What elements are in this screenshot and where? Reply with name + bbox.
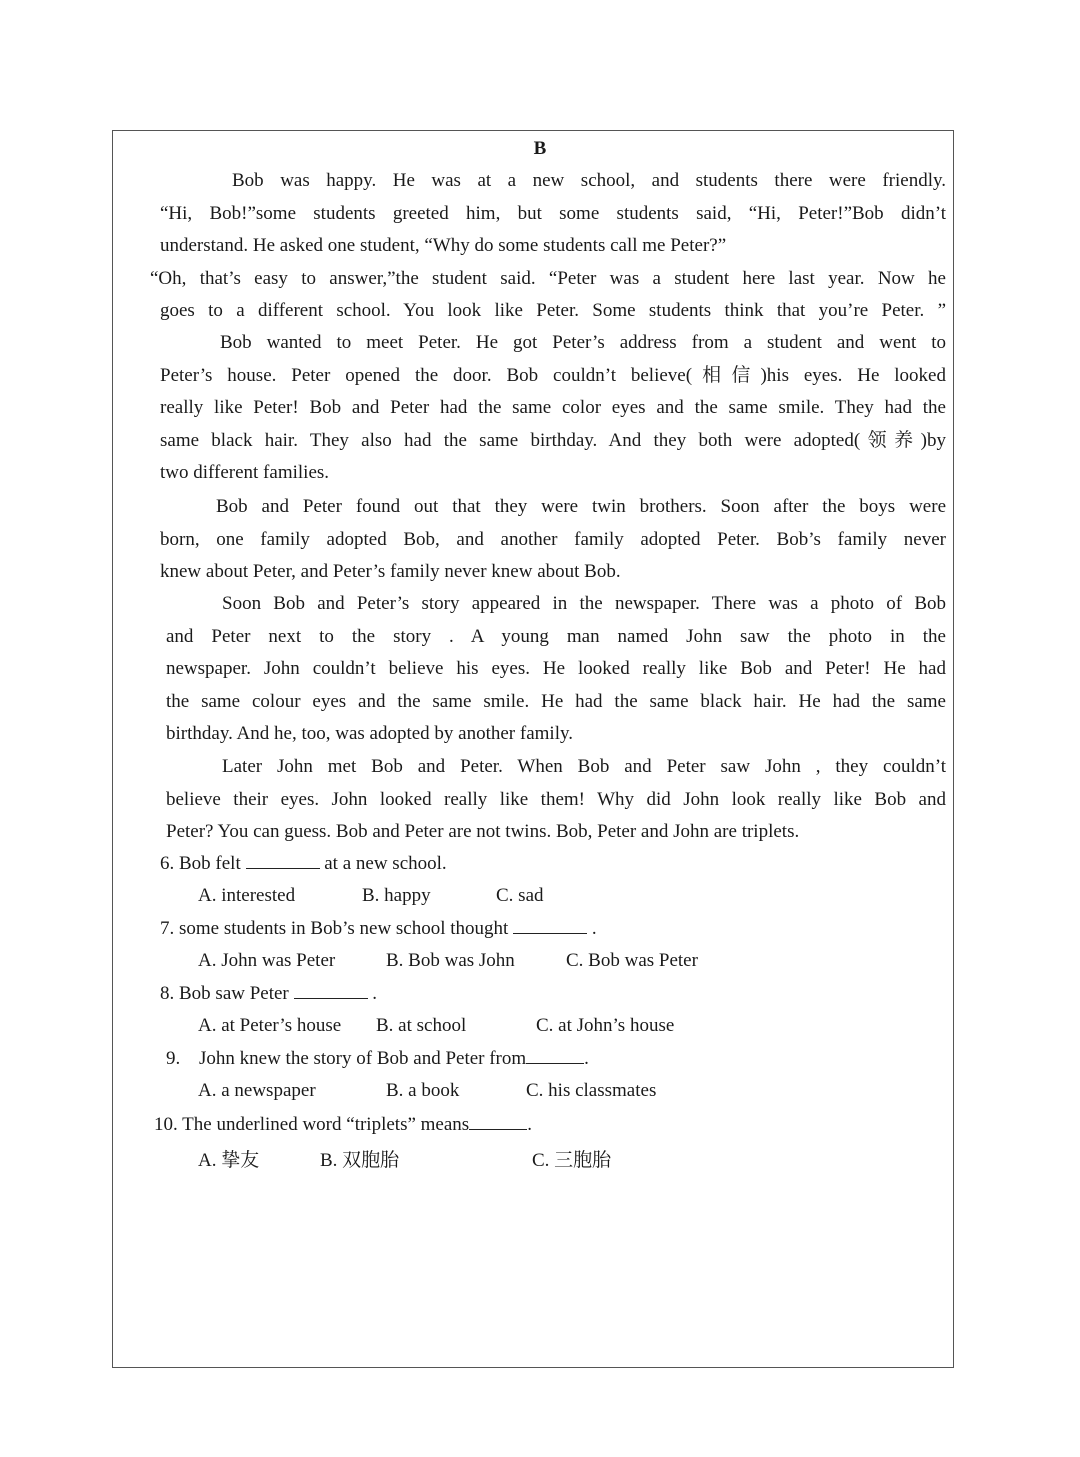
passage-line: really like Peter! Bob and Peter had the same color eyes and the same smile. They had the bbox=[160, 397, 946, 419]
question-7 bbox=[160, 917, 597, 940]
option-b[interactable]: B. at school bbox=[376, 1015, 467, 1036]
passage-line: two different families. bbox=[160, 462, 330, 484]
passage-line: understand. He asked one student, “Why do some students call me Peter?” bbox=[160, 235, 727, 257]
answer-blank[interactable] bbox=[513, 917, 587, 934]
paragraph-1 bbox=[150, 165, 946, 328]
question-stem: The underlined word “triplets” means bbox=[182, 1114, 470, 1135]
passage-line: “Oh, that’s easy to answer,”the student said. “Peter was a student here last year. Now he bbox=[150, 267, 946, 289]
passage-line: Bob and Peter found out that they were twin brothers. Soon after the boys were bbox=[216, 496, 946, 517]
question-9 bbox=[166, 1047, 589, 1070]
option-c[interactable]: C. at John’s house bbox=[536, 1015, 675, 1036]
answer-blank[interactable] bbox=[294, 982, 368, 999]
option-c[interactable]: C. his classmates bbox=[526, 1080, 657, 1101]
passage-line: Soon Bob and Peter’s story appeared in the newspaper. There was a photo of Bob bbox=[222, 593, 946, 614]
option-c[interactable]: C. 三胞胎 bbox=[532, 1150, 612, 1171]
passage-line: and Peter next to the story . A young man named John saw the photo in the bbox=[166, 625, 946, 647]
answer-blank[interactable] bbox=[526, 1047, 584, 1064]
paragraph-2 bbox=[160, 327, 946, 490]
question-stem: Bob saw Peter bbox=[179, 983, 289, 1004]
section-title: B bbox=[533, 138, 547, 159]
passage-line: Bob was happy. He was at a new school, and students there were friendly. bbox=[232, 170, 946, 191]
option-a[interactable]: A. 挚友 bbox=[198, 1150, 260, 1171]
question-number: 7. bbox=[160, 918, 175, 939]
passage-line: Peter? You can guess. Bob and Peter are not twins. Bob, Peter and John are triplets. bbox=[166, 821, 800, 843]
answer-blank[interactable] bbox=[246, 852, 320, 869]
question-stem-end: at a new school. bbox=[324, 853, 447, 874]
option-b[interactable]: B. Bob was John bbox=[386, 950, 515, 971]
question-stem-end: . bbox=[372, 983, 378, 1004]
question-8 bbox=[160, 982, 377, 1005]
passage-line: believe their eyes. John looked really like them! Why did John look really like Bob and bbox=[166, 788, 946, 810]
passage-line: knew about Peter, and Peter’s family never knew about Bob. bbox=[160, 561, 621, 583]
option-c[interactable]: C. Bob was Peter bbox=[566, 950, 698, 971]
question-number: 10. bbox=[154, 1114, 178, 1135]
option-b[interactable]: B. 双胞胎 bbox=[320, 1150, 400, 1171]
option-a[interactable]: A. a newspaper bbox=[198, 1080, 316, 1101]
question-stem-end: . bbox=[527, 1114, 532, 1135]
passage-line: birthday. And he, too, was adopted by another family. bbox=[166, 723, 573, 745]
paragraph-5 bbox=[166, 751, 946, 849]
question-stem: John knew the story of Bob and Peter from bbox=[199, 1048, 527, 1069]
option-a[interactable]: A. interested bbox=[198, 885, 296, 906]
passage-line: same black hair. They also had the same birthday. And they both were adopted(领养)by bbox=[160, 429, 946, 451]
passage-line: “Hi, Bob!”some students greeted him, but some students said, “Hi, Peter!”Bob didn’t bbox=[160, 202, 946, 224]
answer-blank[interactable] bbox=[469, 1113, 527, 1130]
paragraph-4 bbox=[166, 588, 946, 751]
passage-line: born, one family adopted Bob, and another family adopted Peter. Bob’s family never bbox=[160, 528, 946, 550]
option-a[interactable]: A. John was Peter bbox=[198, 950, 336, 971]
passage-line: the same colour eyes and the same smile. He had the same black hair. He had the same bbox=[166, 690, 946, 712]
passage-line: goes to a different school. You look like Peter. Some students think that you’re Peter. ” bbox=[160, 300, 946, 322]
passage-line: Later John met Bob and Peter. When Bob and Peter saw John , they couldn’t bbox=[222, 756, 946, 777]
passage-line: newspaper. John couldn’t believe his eyes. He looked really like Bob and Peter! He had bbox=[166, 658, 946, 680]
question-6 bbox=[160, 852, 447, 875]
option-b[interactable]: B. happy bbox=[362, 885, 431, 906]
question-stem: Bob felt bbox=[179, 853, 241, 874]
question-10 bbox=[154, 1113, 532, 1136]
passage-line: Peter’s house. Peter opened the door. Bob couldn’t believe(相信)his eyes. He looked bbox=[160, 364, 946, 386]
question-stem-end: . bbox=[584, 1048, 589, 1069]
passage-line: Bob wanted to meet Peter. He got Peter’s address from a student and went to bbox=[220, 332, 946, 353]
option-c[interactable]: C. sad bbox=[496, 885, 544, 906]
paragraph-3 bbox=[160, 491, 946, 589]
question-number: 6. bbox=[160, 853, 175, 874]
question-number: 8. bbox=[160, 983, 175, 1004]
option-a[interactable]: A. at Peter’s house bbox=[198, 1015, 342, 1036]
question-stem-end: . bbox=[591, 918, 597, 939]
question-stem: some students in Bob’s new school thought bbox=[179, 918, 509, 939]
question-number: 9. bbox=[166, 1048, 181, 1069]
option-b[interactable]: B. a book bbox=[386, 1080, 460, 1101]
